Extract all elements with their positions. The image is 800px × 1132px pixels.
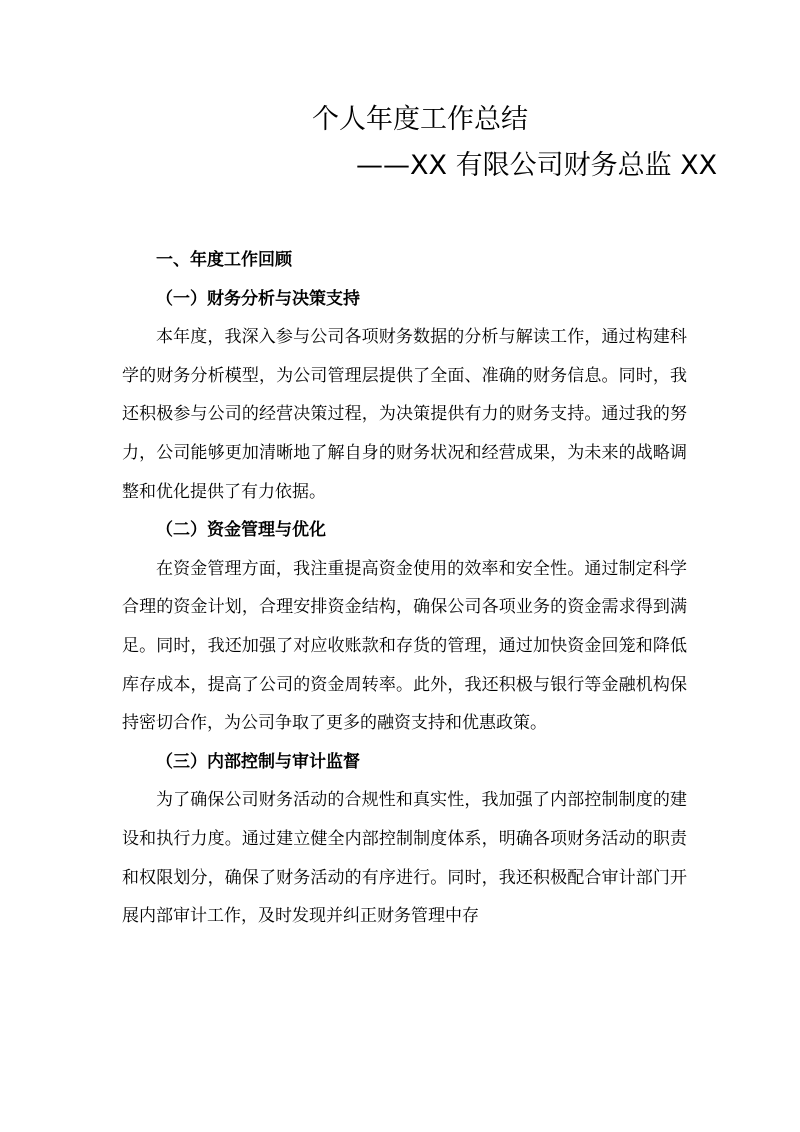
document-title: 个人年度工作总结 <box>312 104 528 135</box>
document-subtitle: ——XX 有限公司财务总监 XX <box>356 150 718 181</box>
subsection-heading-3: （三）内部控制与审计监督 <box>156 751 360 772</box>
section-heading: 一、年度工作回顾 <box>156 250 292 270</box>
document-body <box>122 241 687 936</box>
paragraph-3: 为了确保公司财务活动的合规性和真实性，我加强了内部控制制度的建设和执行力度。通过建立健全内部控制制度体系，明确各项财务活动的职责和权限划分，确保了财务活动的有序进行。同时，我还积极配合审计部门开展内部审计工作，及时发现并纠正财务管理中存 <box>122 790 687 927</box>
subsection-heading-2: （二）资金管理与优化 <box>156 520 326 541</box>
subsection-heading-1: （一）财务分析与决策支持 <box>156 288 360 309</box>
paragraph-2: 在资金管理方面，我注重提高资金使用的效率和安全性。通过制定科学合理的资金计划，合理安排资金结构，确保公司各项业务的资金需求得到满足。同时，我还加强了对应收账款和存货的管理，通过加快资金回笼和降低库存成本，提高了公司的资金周转率。此外，我还积极与银行等金融机构保持密切合作，为公司争取了更多的融资支持和优惠政策。 <box>122 558 687 734</box>
paragraph-1: 本年度，我深入参与公司各项财务数据的分析与解读工作，通过构建科学的财务分析模型，为公司管理层提供了全面、准确的财务信息。同时，我还积极参与公司的经营决策过程，为决策提供有力的财务支持。通过我的努力，公司能够更加清晰地了解自身的财务状况和经营成果，为未来的战略调整和优化提供了有力依据。 <box>122 327 687 502</box>
